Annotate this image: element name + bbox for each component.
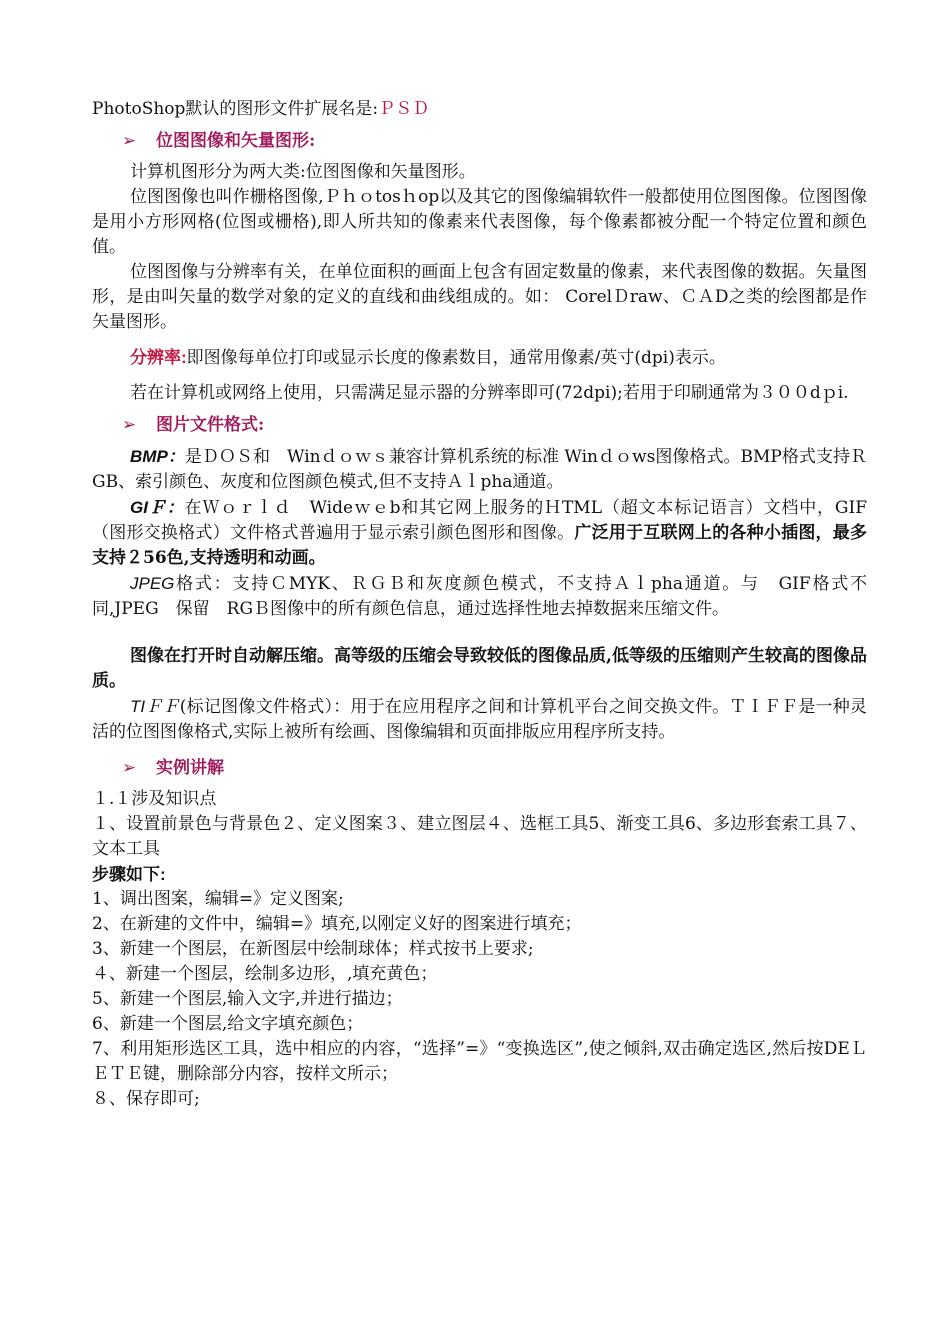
heading-label: 图片文件格式: (156, 415, 265, 435)
steps-list (92, 887, 867, 1112)
paragraph-jpeg (92, 571, 867, 622)
paragraph-bmp (92, 444, 867, 495)
intro-line (92, 96, 867, 122)
list-item: 1、调出图案，编辑=》定义图案; (92, 889, 344, 909)
list-item: ８、保存即可; (92, 1089, 200, 1109)
heading-label: 实例讲解 (156, 758, 224, 778)
arrow-bullet-icon: ➢ (122, 131, 137, 151)
paragraph-categories: 计算机图形分为两大类:位图图像和矢量图形。 (130, 162, 476, 182)
section-heading-bitmap-vector (92, 128, 867, 154)
arrow-bullet-icon: ➢ (122, 758, 137, 778)
resolution-text: 即图像每单位打印或显示长度的像素数目，通常用像素/英寸(dpi)表示。 (186, 348, 726, 368)
knowledge-points: １、设置前景色与背景色２、定义图案３、建立图层４、选框工具5、渐变工具6、多边形套索工具７、文本工具 (92, 814, 867, 859)
paragraph-dpi: 若在计算机或网络上使用，只需满足显示器的分辨率即可(72dpi);若用于印刷通常为３００dｐi. (130, 383, 849, 403)
arrow-bullet-icon: ➢ (122, 415, 137, 435)
paragraph-compression: 图像在打开时自动解压缩。高等级的压缩会导致较低的图像品质,低等级的压缩则产生较高的图像品质。 (92, 646, 867, 691)
heading-label: 位图图像和矢量图形: (156, 131, 316, 151)
extension-value: ＰＳＤ (378, 99, 430, 119)
paragraph-bitmap: 位图图像也叫作栅格图像,Ｐｈｏtosｈop以及其它的图像编辑软件一般都使用位图图像。位图图像是用小方形网格(位图或栅格),即人所共知的像素来代表图像，每个像素都被分配一个特定位置和颜色值。 (92, 187, 867, 257)
gif-label: GIＦ： (130, 498, 185, 517)
list-item: ４、新建一个图层，绘制多边形，,填充黄色； (92, 964, 438, 984)
gif-bold-text: 广泛用于互联网上的各种小插图，最多支持２56色,支持透明和动画。 (92, 523, 868, 568)
list-item: 5、新建一个图层,输入文字,并进行描边； (92, 989, 403, 1009)
bmp-text: 是ＤＯＳ和 Winｄｏｗｓ兼容计算机系统的标准 Winｄｏws图像格式。BMP格式支持ＲGB、索引颜色、灰度和位图颜色模式,但不支持Ａｌpha通道。 (92, 447, 868, 492)
paragraph-gif (92, 495, 867, 571)
section-heading-example (92, 755, 867, 781)
list-item: 6、新建一个图层,给文字填充颜色； (92, 1014, 364, 1034)
steps-label: 步骤如下: (92, 865, 166, 884)
jpeg-text: 格式：支持ＣMYK、ＲＧＢ和灰度颜色模式，不支持Ａｌpha通道。与 GIF格式不同,JPEG 保留 RGＢ图像中的所有颜色信息，通过选择性地去掉数据来压缩文件。 (92, 574, 867, 619)
intro-text: PhotoShop默认的图形文件扩展名是: (92, 99, 379, 119)
resolution-label: 分辨率: (130, 348, 187, 367)
list-item: 3、新建一个图层，在新图层中绘制球体；样式按书上要求; (92, 939, 534, 959)
list-item: 2、在新建的文件中，编辑=》填充,以刚定义好的图案进行填充； (92, 914, 582, 934)
tiff-text: (标记图像文件格式）：用于在应用程序之间和计算机平台之间交换文件。ＴＩＦＦ是一种灵活的位图图像格式,实际上被所有绘画、图像编辑和页面排版应用程序所支持。 (92, 697, 867, 742)
paragraph-resolution-vector: 位图图像与分辨率有关，在单位面积的画面上包含有固定数量的像素，来代表图像的数据。矢量图形，是由叫矢量的数学对象的定义的直线和曲线组成的。如： CorelＤraw、ＣＡD之类的绘图都是作矢量图形。 (92, 262, 867, 332)
list-item: 7、利用矩形选区工具，选中相应的内容，“选择”=》“变换选区”,使之倾斜,双击确定选区,然后按DEＬＥＴＥ键，删除部分内容，按样文所示； (92, 1039, 867, 1084)
paragraph-tiff (92, 694, 867, 745)
jpeg-label: JPEG (130, 574, 175, 593)
document-page (92, 96, 867, 1112)
subsection-title: １.１涉及知识点 (92, 789, 217, 809)
tiff-label: TIＦＦ (130, 697, 180, 716)
paragraph-resolution-definition (92, 345, 867, 371)
gif-text: 在Ｗｏｒｌｄ Wideｗｅb和其它网上服务的ＨTML（超文本标记语言）文档中，GIF（图形交换格式）文件格式普遍用于显示索引颜色图形和图像。 (92, 498, 867, 543)
bmp-label: BMP： (130, 447, 185, 466)
section-heading-file-formats (92, 412, 867, 438)
